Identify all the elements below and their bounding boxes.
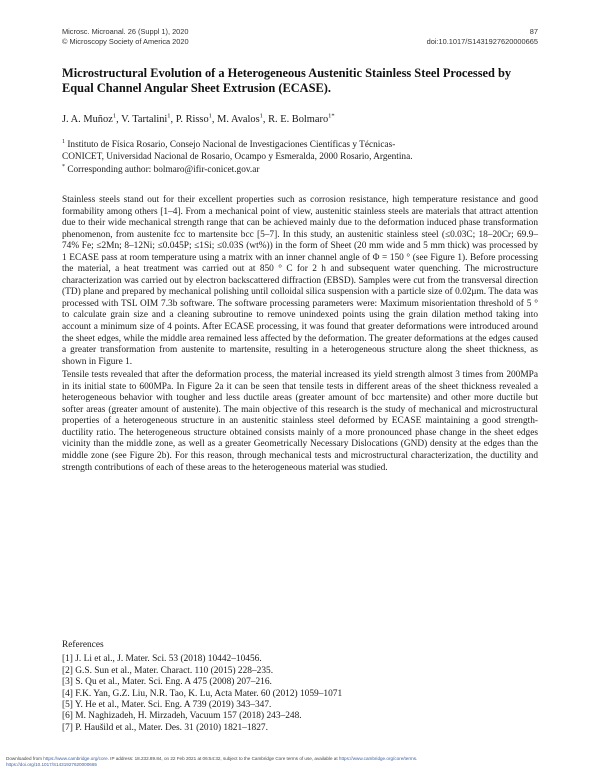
paper-title: Microstructural Evolution of a Heterogeneous Austenitic Stainless Steel Processed by Equal Channel Angular Sheet Extrusion (ECASE). <box>62 66 512 95</box>
corresponding-author-text: Corresponding author: bolmaro@ifir-conicet.gov.ar <box>67 164 260 175</box>
author-separator: , <box>262 114 269 125</box>
doi-link[interactable]: https://doi.org/10.1017/S1431927620000665 <box>6 762 97 767</box>
footer-separator: . <box>416 756 418 761</box>
affiliation-line <box>62 139 542 151</box>
author-affiliation-mark: 1 <box>167 112 171 120</box>
author <box>176 114 217 125</box>
author <box>62 114 121 125</box>
affiliation-line: CONICET, Universidad Nacional de Rosario, Ocampo y Esmeralda, 2000 Rosario, Argentina. <box>62 152 413 163</box>
author-affiliation-mark: 1 <box>112 112 117 120</box>
reference-item: [1] J. Li et al., J. Mater. Sci. 53 (2018) 10442–10456. <box>62 654 262 665</box>
author-name: V. Tartalini <box>121 114 168 125</box>
reference-item: [2] G.S. Sun et al., Mater. Charact. 110 (2015) 228–235. <box>62 665 274 676</box>
author-affiliation-mark: 1* <box>328 112 335 120</box>
author-separator: , <box>170 114 176 125</box>
author-affiliation-mark: 1 <box>259 112 263 120</box>
references-heading: References <box>62 640 104 650</box>
doi-text: doi:10.1017/S1431927620000665 <box>426 37 538 46</box>
author-separator: , <box>211 114 218 125</box>
author-separator: , <box>116 114 122 125</box>
affiliation-mark: 1 <box>62 138 65 145</box>
corresponding-mark: * <box>62 163 65 170</box>
affiliation-block <box>62 139 542 176</box>
references-section <box>62 640 538 734</box>
journal-citation: Microsc. Microanal. 26 (Suppl 1), 2020 <box>62 27 189 36</box>
author-name: M. Avalos <box>217 114 260 125</box>
author-name: P. Risso <box>175 114 209 125</box>
affiliation-text: Instituto de Física Rosario, Consejo Nacional de Investigaciones Científicas y Técnicas- <box>67 140 396 150</box>
author-affiliation-mark: 1 <box>208 112 212 120</box>
running-header-left <box>62 27 189 47</box>
reference-list <box>62 654 538 734</box>
author-name: R. E. Bolmaro <box>268 114 329 125</box>
reference-item: [7] P. Haušild et al., Mater. Des. 31 (2010) 1821–1827. <box>62 722 268 733</box>
download-footer <box>6 756 594 768</box>
main-text <box>62 195 538 474</box>
footer-middle: . IP address: 18.232.89.84, on 22 Feb 2021 at 06:54:32, subject to the Cambridge Core terms of use, available at <box>107 756 339 761</box>
reference-item: [4] F.K. Yan, G.Z. Liu, N.R. Tao, K. Lu, Acta Mater. 60 (2012) 1059–1071 <box>62 688 343 699</box>
author <box>217 114 268 125</box>
footer-prefix: Downloaded from <box>6 756 44 761</box>
copyright-notice: © Microscopy Society of America 2020 <box>62 37 189 46</box>
author-list <box>62 113 542 126</box>
reference-item: [5] Y. He et al., Mater. Sci. Eng. A 739 (2019) 343–347. <box>62 700 272 711</box>
reference-item: [3] S. Qu et al., Mater. Sci. Eng. A 475 (2008) 207–216. <box>62 677 272 688</box>
cambridge-core-link[interactable]: https://www.cambridge.org/core <box>43 756 108 761</box>
body-paragraph: Tensile tests revealed that after the deformation process, the material increased its yield strength almost 3 times from 200MPa in its initial state to 600MPa. In Figure 2a it can be seen that tensile tests in different areas of the sheet thickness revealed a heterogeneous behavior with tougher and less ductile areas (greater amount of bcc martensite) and other more ductile but softer areas (greater amount of austenite). The main objective of this research is the study of mechanical and microstructural properties of a heterogeneous structure in an austenitic stainless steel deformed by ECASE maintaining a good strength-ductility ratio. The heterogeneous structure obtained consists mainly of a more pronounced phase change in the sheet edges vicinity than the middle zone, as well as a greater Geometrically Necessary Dislocations (GND) density at the edges than the middle zone (see Figure 2b). For this reason, through mechanical tests and microstructural characterization, the ductility and strength contributions of each of these areas to the heterogeneous material was studied. <box>62 370 538 473</box>
author <box>268 114 335 125</box>
page-number: 87 <box>529 27 538 36</box>
corresponding-author <box>62 164 542 176</box>
reference-item: [6] M. Naghizadeh, H. Mirzadeh, Vacuum 157 (2018) 243–248. <box>62 711 302 722</box>
author-name: J. A. Muñoz <box>62 114 113 125</box>
running-header-right <box>427 27 538 47</box>
terms-link[interactable]: https://www.cambridge.org/core/terms <box>338 756 417 761</box>
author <box>121 114 176 125</box>
body-paragraph: Stainless steels stand out for their excellent properties such as corrosion resistance, high temperature resistance and good formability among others [1–4]. From a mechanical point of view, austenitic stainless steels are materials that attract attention due to their wide mechanical strength range that can be achieved mainly due to the deformation induced phase transformation phenomenon, from austenite fcc to martensite bcc [5–7]. In this study, an austenitic stainless steel (≤0.03C; 18–20Cr; 69.9–74% Fe; ≤2Mn; 8–12Ni; ≤0.045P; ≤1Si; ≤0.03S (wt%)) in the form of Sheet (20 mm wide and 5 mm thick) was processed by 1 ECASE pass at room temperature using a matrix with an inner channel angle of Φ = 150 ° (see Figure 1). Before processing the material, a heat treatment was carried out at 850 ° C for 2 h and subsequent water quenching. The microstructure characterization was carried out by electron backscattered diffraction (EBSD). Samples were cut from the transversal direction (TD) plane and prepared by mechanical polishing until colloidal silica suspension with a particle size of 0.02μm. The data was processed with TSL OIM 7.3b software. The software processing parameters were: Maximum misorientation threshold of 5 ° to calculate grain size and a cleaning subroutine to remove unindexed points using the grain dilation method taking into account a minimum size of 4 points. After ECASE processing, it was found that greater deformations were introduced around the sheet edges, while the middle area remained less affected by the deformation. The greater deformations at the edges caused a greater transformation from austenite to martensite, resulting in a heterogeneous structure along the sheet thickness, as shown in Figure 1. <box>62 195 538 367</box>
